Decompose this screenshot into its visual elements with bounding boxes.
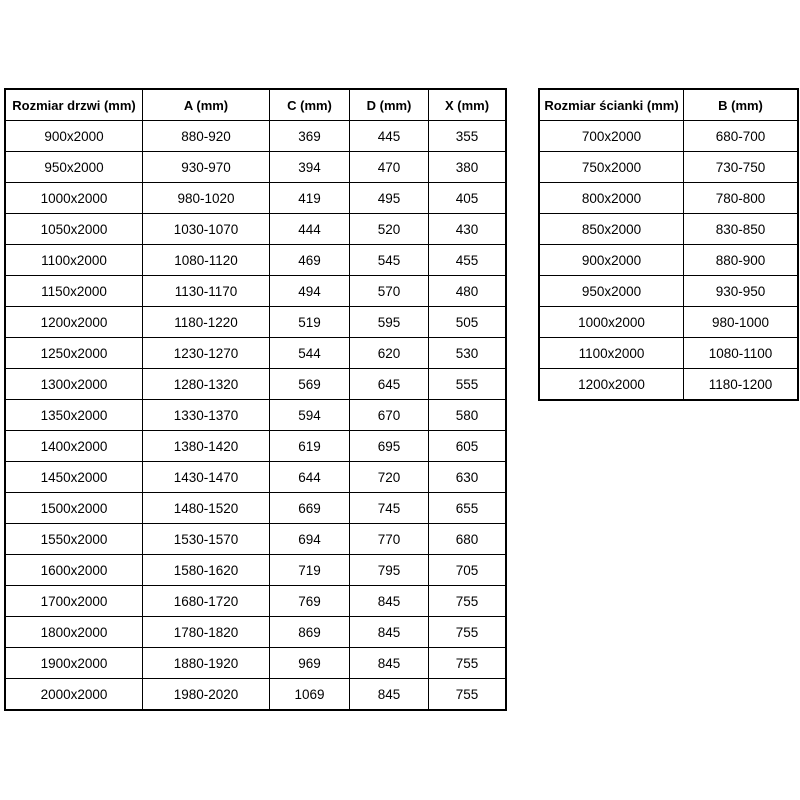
table-cell: 570 [350, 276, 429, 307]
table-cell: 444 [270, 214, 350, 245]
table-cell: 1280-1320 [143, 369, 270, 400]
table-cell: 1530-1570 [143, 524, 270, 555]
table-cell: 544 [270, 338, 350, 369]
table-cell: 850x2000 [539, 214, 684, 245]
table-cell: 1130-1170 [143, 276, 270, 307]
table-cell: 580 [429, 400, 507, 431]
table-cell: 1100x2000 [5, 245, 143, 276]
table-cell: 980-1020 [143, 183, 270, 214]
table-cell: 480 [429, 276, 507, 307]
column-header: Rozmiar drzwi (mm) [5, 89, 143, 121]
table-cell: 545 [350, 245, 429, 276]
table-cell: 619 [270, 431, 350, 462]
table-cell: 670 [350, 400, 429, 431]
table-cell: 770 [350, 524, 429, 555]
table-row [5, 369, 506, 400]
table-cell: 469 [270, 245, 350, 276]
table-row [5, 214, 506, 245]
table-cell: 2000x2000 [5, 679, 143, 711]
table-cell: 755 [429, 617, 507, 648]
table-cell: 1380-1420 [143, 431, 270, 462]
table-row [539, 152, 798, 183]
table-cell: 830-850 [684, 214, 799, 245]
table-row [5, 245, 506, 276]
table-row [539, 307, 798, 338]
table-cell: 595 [350, 307, 429, 338]
table-cell: 1000x2000 [5, 183, 143, 214]
table-row [5, 648, 506, 679]
table-cell: 845 [350, 648, 429, 679]
column-header: A (mm) [143, 89, 270, 121]
table-cell: 700x2000 [539, 121, 684, 152]
table-cell: 1080-1100 [684, 338, 799, 369]
table-cell: 1250x2000 [5, 338, 143, 369]
table-cell: 950x2000 [539, 276, 684, 307]
column-header: X (mm) [429, 89, 507, 121]
table-cell: 1600x2000 [5, 555, 143, 586]
table-cell: 1480-1520 [143, 493, 270, 524]
column-header: C (mm) [270, 89, 350, 121]
table-cell: 520 [350, 214, 429, 245]
column-header: B (mm) [684, 89, 799, 121]
table-cell: 569 [270, 369, 350, 400]
table-row [5, 431, 506, 462]
table-cell: 1300x2000 [5, 369, 143, 400]
table-cell: 1180-1200 [684, 369, 799, 401]
table-cell: 694 [270, 524, 350, 555]
table-cell: 880-900 [684, 245, 799, 276]
table-cell: 730-750 [684, 152, 799, 183]
table-cell: 430 [429, 214, 507, 245]
table-cell: 1550x2000 [5, 524, 143, 555]
table-cell: 1680-1720 [143, 586, 270, 617]
table-cell: 1430-1470 [143, 462, 270, 493]
table-row [5, 586, 506, 617]
table-cell: 445 [350, 121, 429, 152]
table-row [5, 555, 506, 586]
table-cell: 705 [429, 555, 507, 586]
table-cell: 1069 [270, 679, 350, 711]
table-cell: 1200x2000 [539, 369, 684, 401]
table-cell: 1200x2000 [5, 307, 143, 338]
table-row [5, 493, 506, 524]
table-row [539, 214, 798, 245]
table-cell: 1330-1370 [143, 400, 270, 431]
table-row [539, 276, 798, 307]
table-cell: 380 [429, 152, 507, 183]
table-cell: 755 [429, 679, 507, 711]
table-cell: 900x2000 [539, 245, 684, 276]
table-row [539, 183, 798, 214]
table-cell: 980-1000 [684, 307, 799, 338]
table-row [5, 524, 506, 555]
header-row [5, 89, 506, 121]
table-row [539, 121, 798, 152]
column-header: Rozmiar ścianki (mm) [539, 89, 684, 121]
table-cell: 645 [350, 369, 429, 400]
table-cell: 630 [429, 462, 507, 493]
table-cell: 494 [270, 276, 350, 307]
table-cell: 1030-1070 [143, 214, 270, 245]
table-cell: 369 [270, 121, 350, 152]
table-cell: 1450x2000 [5, 462, 143, 493]
table-cell: 1780-1820 [143, 617, 270, 648]
table-cell: 719 [270, 555, 350, 586]
door-sizes-table [4, 88, 507, 711]
table-cell: 900x2000 [5, 121, 143, 152]
table-cell: 495 [350, 183, 429, 214]
table-cell: 470 [350, 152, 429, 183]
table-row [5, 121, 506, 152]
table-row [5, 183, 506, 214]
table-cell: 530 [429, 338, 507, 369]
table-cell: 745 [350, 493, 429, 524]
table-cell: 845 [350, 679, 429, 711]
table-cell: 930-970 [143, 152, 270, 183]
table-cell: 1580-1620 [143, 555, 270, 586]
table-cell: 1800x2000 [5, 617, 143, 648]
table-cell: 1500x2000 [5, 493, 143, 524]
table-cell: 1900x2000 [5, 648, 143, 679]
table-cell: 1050x2000 [5, 214, 143, 245]
column-header: D (mm) [350, 89, 429, 121]
header-row [539, 89, 798, 121]
table-cell: 680-700 [684, 121, 799, 152]
table-cell: 769 [270, 586, 350, 617]
table-cell: 1150x2000 [5, 276, 143, 307]
table-cell: 655 [429, 493, 507, 524]
table-cell: 800x2000 [539, 183, 684, 214]
table-cell: 1700x2000 [5, 586, 143, 617]
table-cell: 644 [270, 462, 350, 493]
table-cell: 594 [270, 400, 350, 431]
table-cell: 669 [270, 493, 350, 524]
table-row [5, 152, 506, 183]
table-cell: 555 [429, 369, 507, 400]
table-row [5, 679, 506, 711]
table-cell: 1230-1270 [143, 338, 270, 369]
table-cell: 394 [270, 152, 350, 183]
table-row [539, 245, 798, 276]
table-cell: 1880-1920 [143, 648, 270, 679]
table-row [5, 400, 506, 431]
table-cell: 950x2000 [5, 152, 143, 183]
table-cell: 1100x2000 [539, 338, 684, 369]
table-cell: 1080-1120 [143, 245, 270, 276]
wall-sizes-table [538, 88, 799, 401]
table-cell: 869 [270, 617, 350, 648]
table-row [5, 338, 506, 369]
table-row [539, 369, 798, 401]
table-cell: 1350x2000 [5, 400, 143, 431]
table-cell: 519 [270, 307, 350, 338]
table-cell: 1400x2000 [5, 431, 143, 462]
table-row [5, 617, 506, 648]
table-cell: 695 [350, 431, 429, 462]
table-cell: 755 [429, 586, 507, 617]
table-cell: 355 [429, 121, 507, 152]
table-cell: 405 [429, 183, 507, 214]
table-cell: 930-950 [684, 276, 799, 307]
table-cell: 605 [429, 431, 507, 462]
table-cell: 880-920 [143, 121, 270, 152]
table-cell: 720 [350, 462, 429, 493]
table-row [539, 338, 798, 369]
table-cell: 755 [429, 648, 507, 679]
table-cell: 750x2000 [539, 152, 684, 183]
table-row [5, 462, 506, 493]
table-cell: 1980-2020 [143, 679, 270, 711]
table-cell: 419 [270, 183, 350, 214]
table-row [5, 276, 506, 307]
table-cell: 505 [429, 307, 507, 338]
table-cell: 795 [350, 555, 429, 586]
table-cell: 1000x2000 [539, 307, 684, 338]
table-cell: 620 [350, 338, 429, 369]
table-cell: 780-800 [684, 183, 799, 214]
table-cell: 845 [350, 586, 429, 617]
table-cell: 680 [429, 524, 507, 555]
table-cell: 845 [350, 617, 429, 648]
table-row [5, 307, 506, 338]
table-cell: 455 [429, 245, 507, 276]
table-cell: 1180-1220 [143, 307, 270, 338]
table-cell: 969 [270, 648, 350, 679]
